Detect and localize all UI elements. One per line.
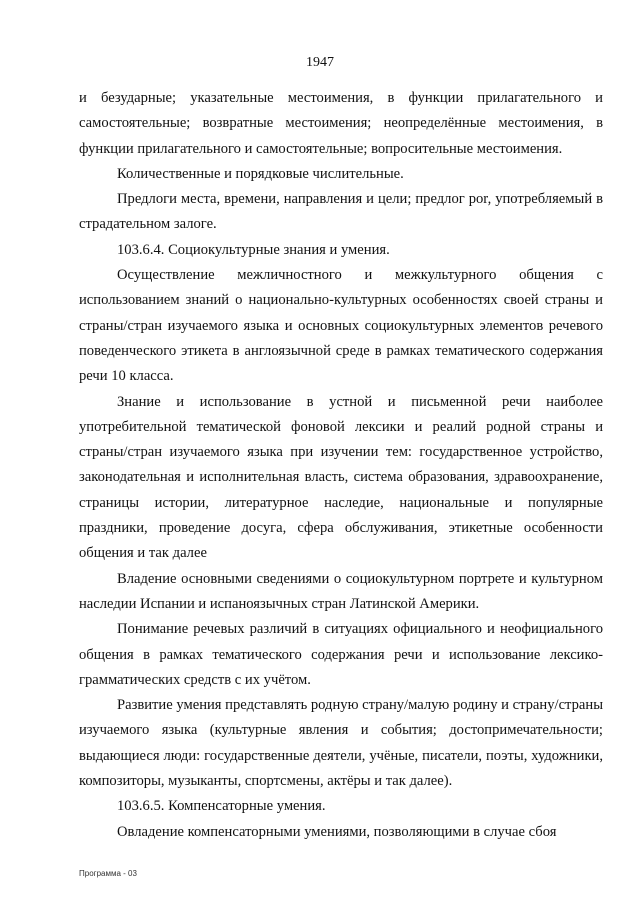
paragraph-background-vocabulary: Знание и использование в устной и письменной речи наиболее употребительной тематической фоновой лексики и реалий родной страны и страны/стран изучаемого языка при изучении тем: государственное устройство, законодательная и исполнительная власть, система образования, здравоохранение, страницы истории, литературное наследие, национальные и популярные праздники, проведение досуга, сфера обслуживания, этикетные особенности общения и так далее [79,393,603,562]
paragraph-speech-differences: Понимание речевых различий в ситуациях официального и неофициального общения в рамках тематического содержания речи и использование лексико-грамматических средств с их учётом. [79,621,603,688]
paragraph-pronouns: и безударные; указательные местоимения, в функции прилагательного и самостоятельные; возвратные местоимения; неопределённые местоимения, в функции прилагательного и самостоятельные; вопросительные местоимения. [79,90,603,157]
paragraph-cultural-heritage: Владение основными сведениями о социокультурном портрете и культурном наследии Испании и испаноязычных стран Латинской Америки. [79,570,603,612]
paragraph-presenting-country: Развитие умения представлять родную страну/малую родину и страну/страны изучаемого языка (культурные явления и события; достопримечательности; выдающиеся люди: государственные деятели, учёные, писатели, поэты, художники, композиторы, музыканты, спортсмены, актёры и так далее). [79,697,603,790]
page-footer: Программа - 03 [79,869,137,878]
paragraph-numerals: Количественные и порядковые числительные. [117,165,404,182]
paragraph-intercultural-communication: Осуществление межличностного и межкультурного общения с использованием знаний о национально-культурных особенностях своей страны и страны/стран изучаемого языка и основных социокультурных элементов речевого поведенческого этикета в англоязычной среде в рамках тематического содержания речи 10 класса. [79,267,603,385]
section-heading-compensatory: 103.6.5. Компенсаторные умения. [117,798,326,815]
paragraph-prepositions: Предлоги места, времени, направления и цели; предлог por, употребляемый в страдательном залоге. [79,191,603,233]
section-heading-sociocultural: 103.6.4. Социокультурные знания и умения. [117,241,390,258]
page-number: 1947 [306,55,334,70]
document-body [79,86,603,845]
paragraph-compensatory-skills: Овладение компенсаторными умениями, позволяющими в случае сбоя [117,823,557,840]
